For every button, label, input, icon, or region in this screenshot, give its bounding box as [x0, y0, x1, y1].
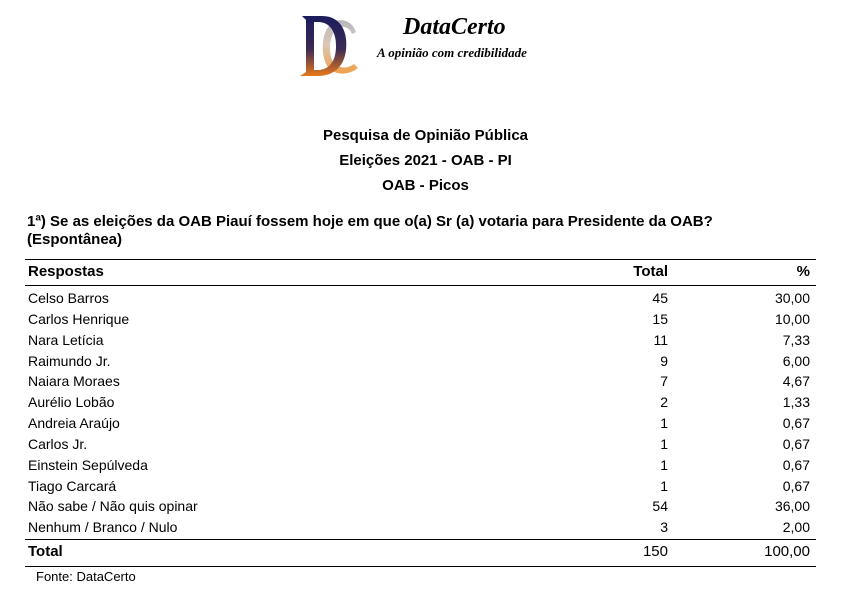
table-row: [0, 456, 851, 477]
row-percent: 36,00: [774, 498, 810, 515]
header-percent: %: [796, 263, 810, 280]
row-name: Einstein Sepúlveda: [28, 456, 148, 473]
report-subtitle: Eleições 2021 - OAB - PI: [339, 152, 512, 169]
table-row: [0, 518, 851, 539]
total-count: 150: [642, 543, 668, 560]
row-total: 2: [660, 394, 668, 411]
row-percent: 0,67: [782, 477, 810, 494]
row-total: 1: [660, 477, 668, 494]
question-type: (Espontânea): [27, 231, 123, 248]
row-total: 1: [660, 456, 668, 473]
row-name: Carlos Jr.: [28, 435, 88, 452]
report-location: OAB - Picos: [382, 177, 469, 194]
row-total: 9: [660, 352, 668, 369]
source-note: Fonte: DataCerto: [36, 569, 136, 584]
table-body: [0, 289, 851, 539]
row-percent: 1,33: [782, 394, 810, 411]
row-percent: 6,00: [782, 352, 810, 369]
table-row: [0, 352, 851, 373]
dc-monogram-icon: [296, 10, 364, 82]
row-name: Carlos Henrique: [28, 310, 130, 327]
row-name: Naiara Moraes: [28, 373, 120, 390]
row-total: 54: [652, 498, 668, 515]
row-total: 11: [653, 331, 668, 348]
row-percent: 0,67: [782, 435, 810, 452]
table-row: [0, 372, 851, 393]
row-name: Raimundo Jr.: [28, 352, 111, 369]
row-name: Nara Letícia: [28, 331, 104, 348]
total-label: Total: [28, 543, 63, 560]
row-percent: 10,00: [774, 310, 810, 327]
table-total-row: [0, 542, 851, 564]
brand-tagline: A opinião com credibilidade: [377, 45, 527, 60]
table-top-rule: [25, 259, 816, 260]
total-percent: 100,00: [764, 543, 810, 560]
row-name: Nenhum / Branco / Nulo: [28, 519, 178, 536]
row-total: 1: [660, 415, 668, 432]
row-name: Andreia Araújo: [28, 415, 120, 432]
question-text: 1ª) Se as eleições da OAB Piauí fossem hoje em que o(a) Sr (a) votaria para Presidente da OAB?: [27, 213, 713, 230]
row-total: 1: [660, 435, 668, 452]
row-name: Tiago Carcará: [28, 477, 117, 494]
brand-name: DataCerto: [403, 14, 506, 40]
table-total-bottom-rule: [25, 566, 816, 567]
row-percent: 0,67: [782, 456, 810, 473]
row-total: 15: [652, 310, 668, 327]
table-header-rule: [25, 285, 816, 286]
row-total: 3: [660, 519, 668, 536]
table-row: [0, 435, 851, 456]
table-row: [0, 331, 851, 352]
row-name: Aurélio Lobão: [28, 394, 115, 411]
row-percent: 0,67: [782, 415, 810, 432]
table-row: [0, 414, 851, 435]
report-title: Pesquisa de Opinião Pública: [322, 127, 529, 144]
row-name: Não sabe / Não quis opinar: [28, 498, 198, 515]
row-total: 7: [660, 373, 668, 390]
header-total: Total: [633, 263, 668, 280]
row-percent: 30,00: [774, 290, 810, 306]
row-name: Celso Barros: [28, 290, 109, 306]
survey-question: [27, 213, 827, 249]
header-responses: Respostas: [28, 263, 104, 280]
row-total: 45: [652, 290, 668, 306]
table-row: [0, 289, 851, 310]
table-total-top-rule: [25, 539, 816, 540]
table-row: [0, 310, 851, 331]
row-percent: 7,33: [782, 331, 810, 348]
table-row: [0, 497, 851, 518]
table-row: [0, 477, 851, 498]
row-percent: 2,00: [782, 519, 810, 536]
table-header: [0, 263, 851, 283]
table-row: [0, 393, 851, 414]
row-percent: 4,67: [782, 373, 810, 390]
